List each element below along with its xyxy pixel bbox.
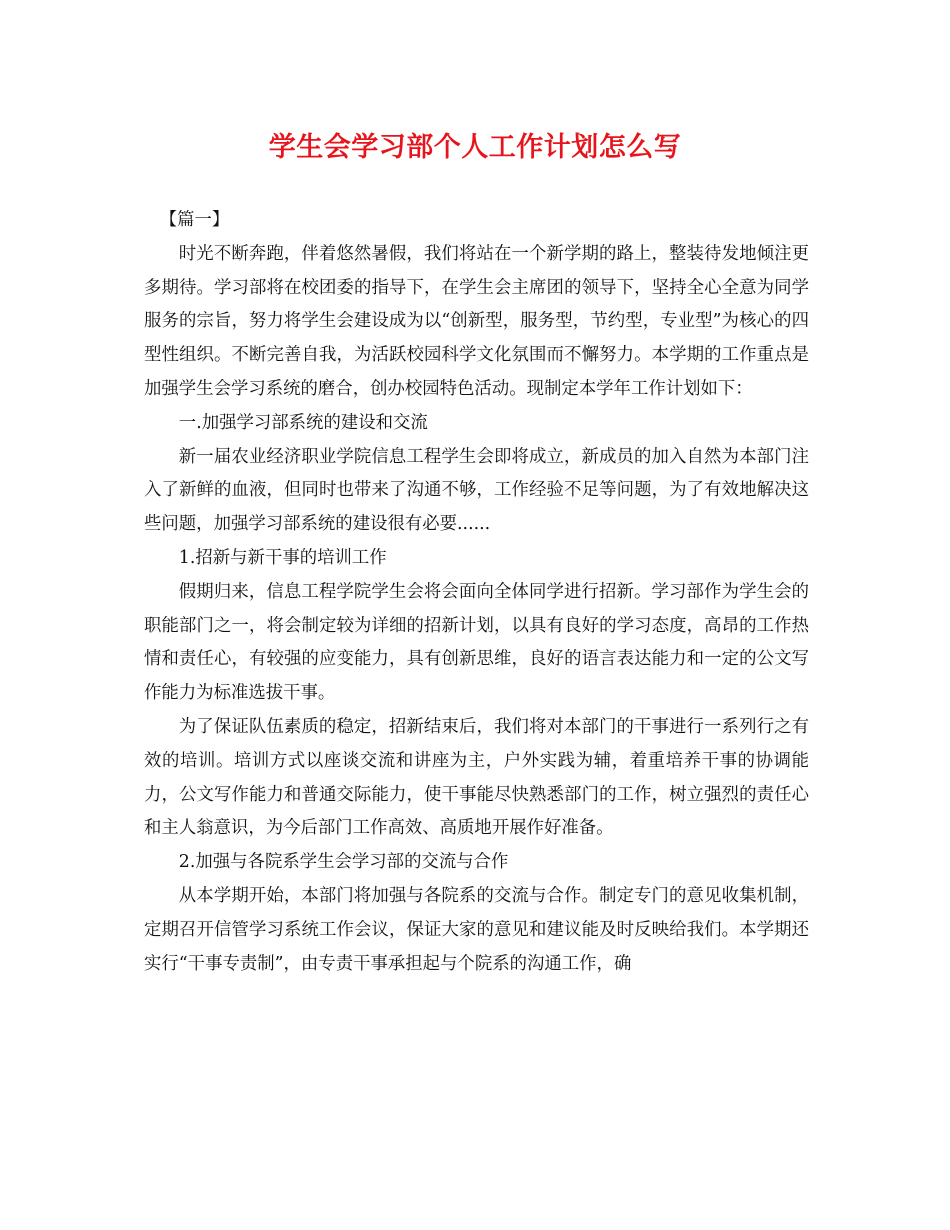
paragraph-training: 为了保证队伍素质的稳定，招新结束后，我们将对本部门的干事进行一系列行之有效的培训。培训方式以座谈交流和讲座为主，户外实践为辅，着重培养干事的协调能力，公文写作能力和普通交际能力，使干事能尽快熟悉部门的工作，树立强烈的责任心和主人翁意识，为今后部门工作高效、高质地开展作好准备。	[144, 716, 809, 839]
paragraph-cooperation: 从本学期开始，本部门将加强与各院系的交流与合作。制定专门的意见收集机制，定期召开信管学习系统工作会议，保证大家的意见和建议能及时反映给我们。本学期还实行“干事专责制”，由专责干事承担起与个院系的沟通工作，确	[144, 885, 809, 974]
section-label: 【篇一】	[159, 210, 230, 230]
heading-item-two: 2.加强与各院系学生会学习部的交流与合作	[178, 852, 509, 873]
paragraph-intro: 时光不断奔跑，伴着悠然暑假，我们将站在一个新学期的路上，整装待发地倾注更多期待。学习部将在校团委的指导下，在学生会主席团的领导下，坚持全心全意为同学服务的宗旨，努力将学生会建设成为以“创新型，服务型，节约型，专业型”为核心的四型性组织。不断完善自我，为活跃校园科学文化氛围而不懈努力。本学期的工作重点是加强学生会学习系统的磨合，创办校园特色活动。现制定本学年工作计划如下：	[144, 243, 809, 399]
document-title: 学生会学习部个人工作计划怎么写	[268, 132, 682, 163]
document-body	[144, 204, 809, 981]
paragraph-section-one: 新一届农业经济职业学院信息工程学生会即将成立，新成员的加入自然为本部门注入了新鲜的血液，但同时也带来了沟通不够，工作经验不足等问题，为了有效地解决这些问题，加强学习部系统的建设很有必要......	[144, 446, 809, 535]
heading-section-one: 一.加强学习部系统的建设和交流	[178, 412, 428, 433]
heading-item-one: 1.招新与新干事的培训工作	[178, 547, 387, 568]
paragraph-recruitment: 假期归来，信息工程学院学生会将会面向全体同学进行招新。学习部作为学生会的职能部门之一，将会制定较为详细的招新计划，以具有良好的学习态度，高昂的工作热情和责任心，有较强的应变能力，具有创新思维，良好的语言表达能力和一定的公文写作能力为标准选拔干事。	[144, 581, 809, 704]
